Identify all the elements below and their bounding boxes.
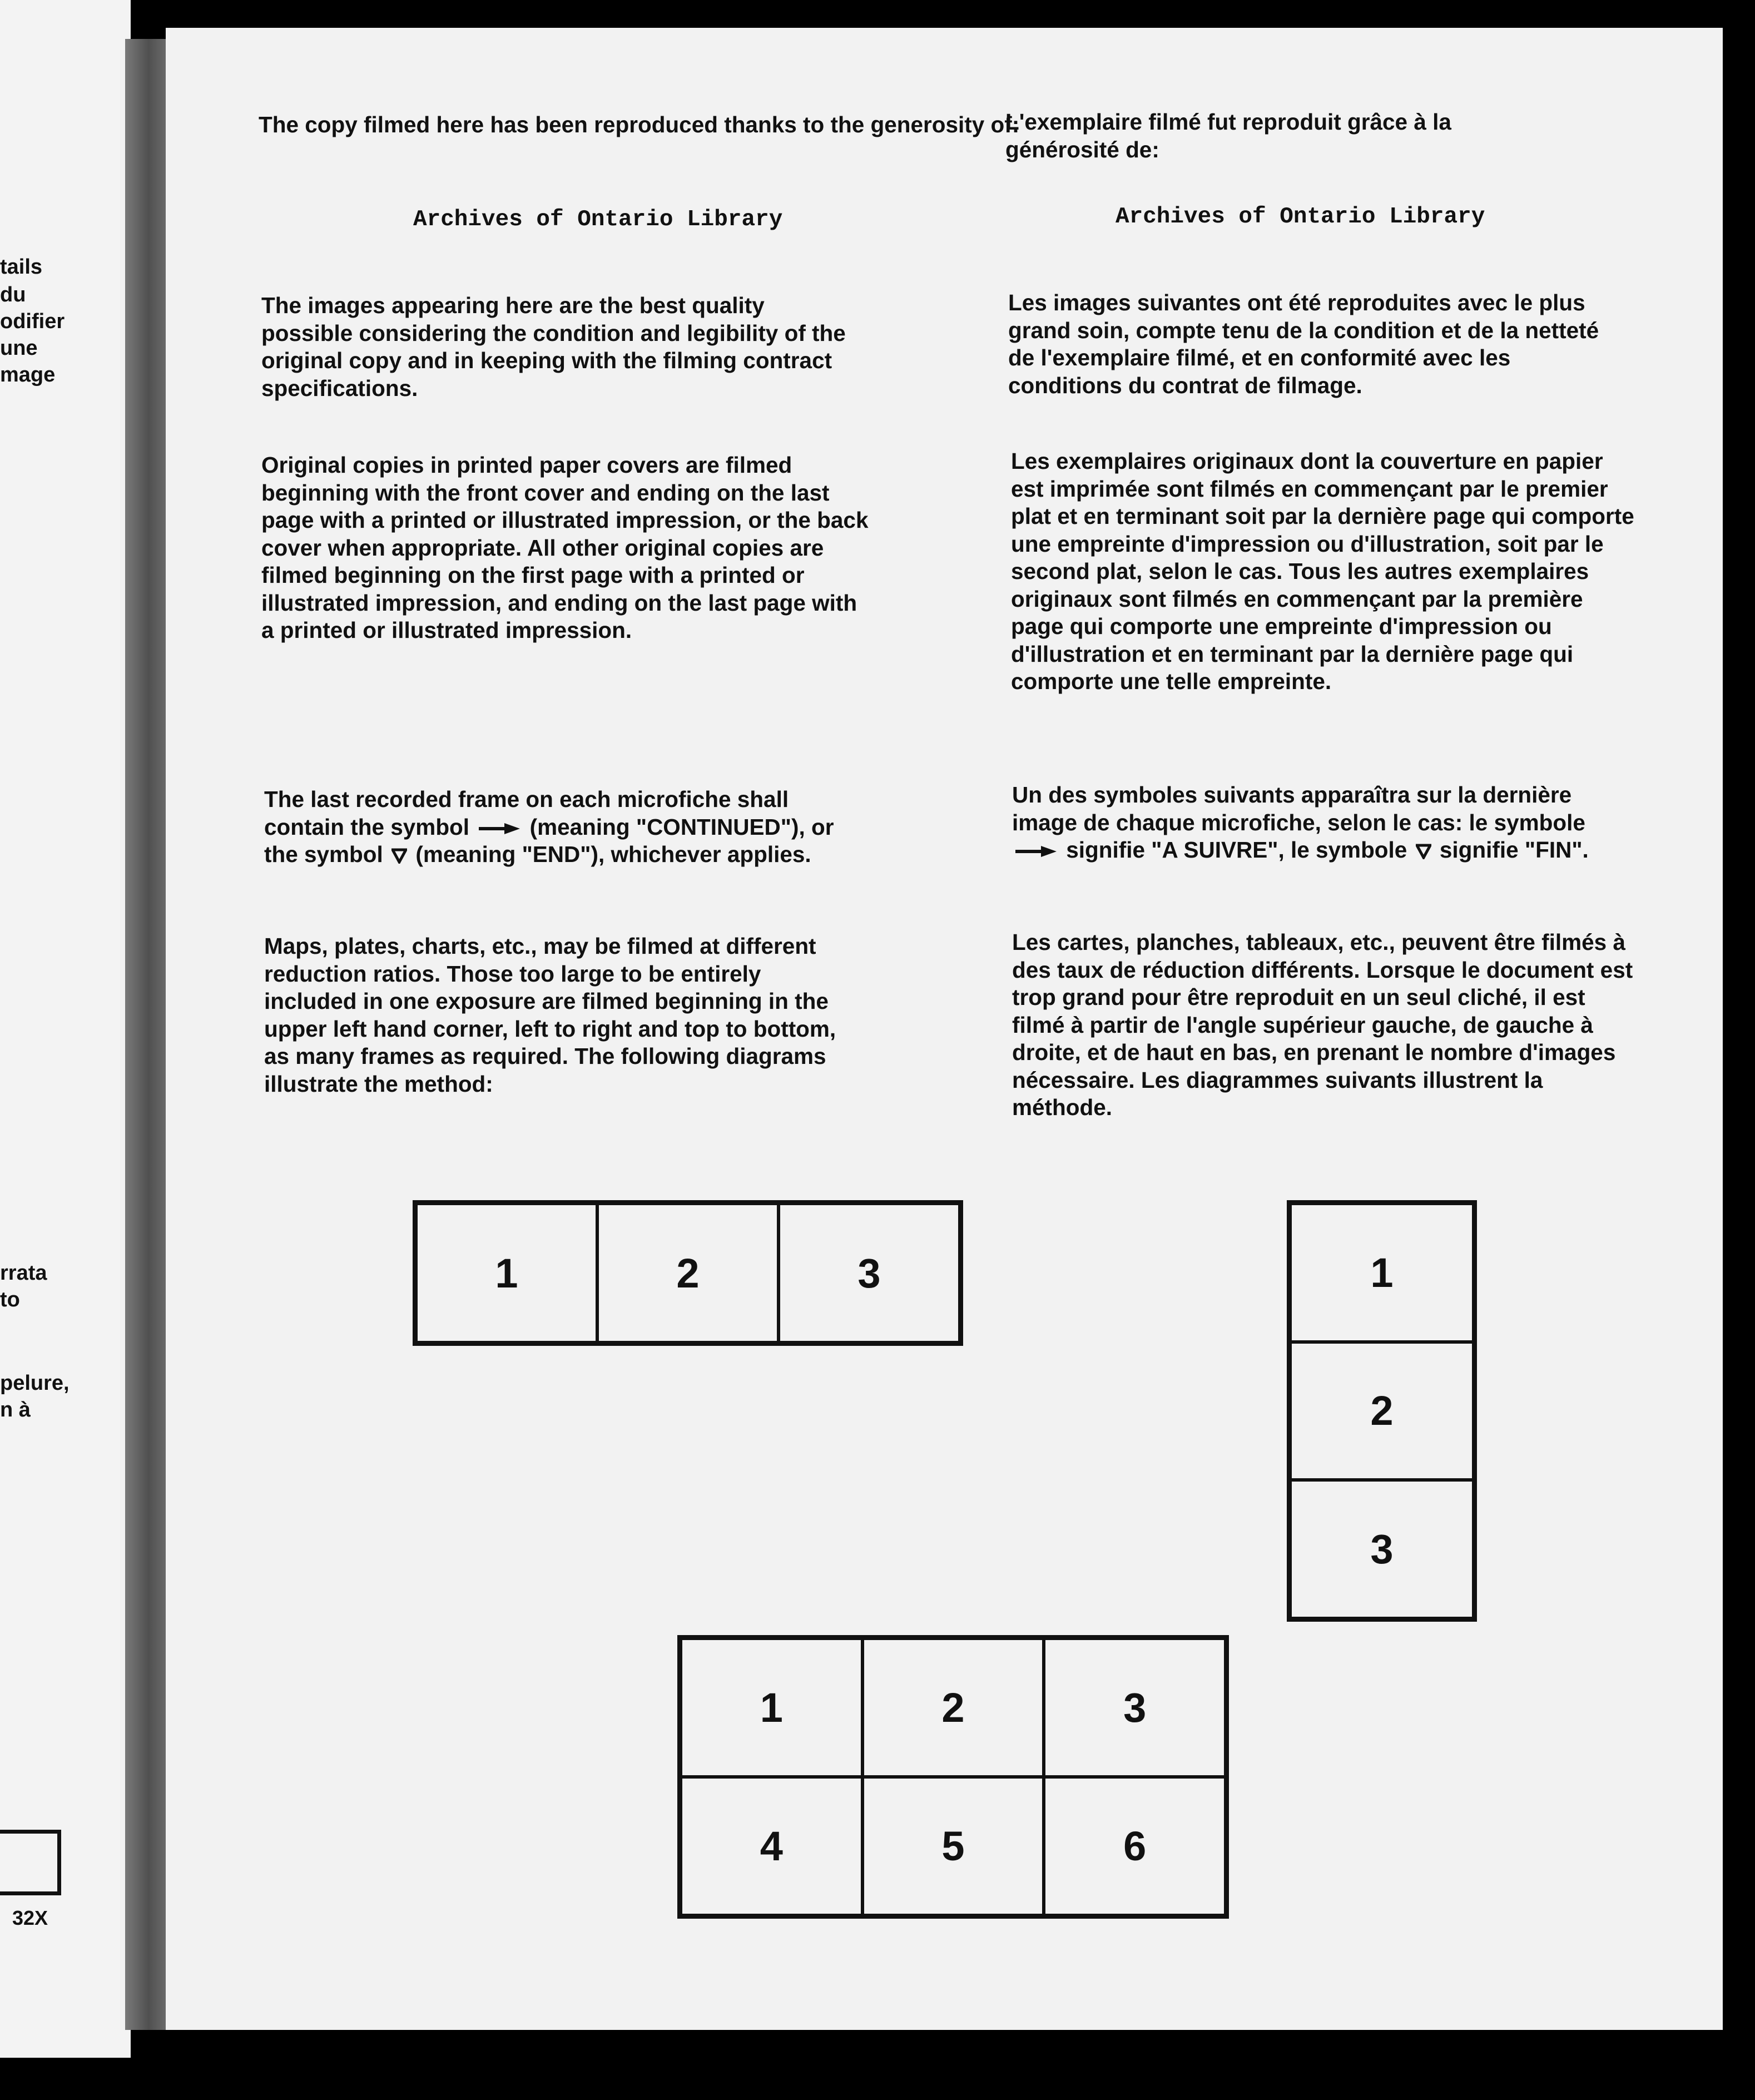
fragment-text: to xyxy=(0,1288,20,1311)
french-covers-paragraph xyxy=(1011,448,1639,696)
fragment-text: n à xyxy=(0,1398,31,1422)
resolution-target-box xyxy=(0,1830,61,1895)
frame-cell: 3 xyxy=(1044,1638,1226,1777)
frame-cell: 1 xyxy=(416,1203,597,1343)
previous-page-fragment xyxy=(0,0,131,2058)
frame-cell: 2 xyxy=(862,1638,1044,1777)
filming-notice-page xyxy=(166,28,1723,2030)
frame-cell: 3 xyxy=(1290,1480,1474,1618)
continued-arrow-icon xyxy=(1015,846,1057,857)
end-triangle-icon xyxy=(391,848,407,864)
fragment-text: du xyxy=(0,283,26,306)
frame-cell: 1 xyxy=(681,1638,862,1777)
english-maps-paragraph xyxy=(264,933,854,1098)
resolution-target-label: 32X xyxy=(12,1906,48,1929)
english-symbols-paragraph xyxy=(264,786,848,869)
library-name-fr: Archives of Ontario Library xyxy=(1116,204,1485,230)
symbols-text-2: (meaning "CONTINUED"), or the symbol xyxy=(264,814,834,867)
diagram-grid xyxy=(677,1635,1229,1919)
intro-text: The copy filmed here has been reproduced thanks to the generosity of: xyxy=(259,112,1020,137)
paragraph-text: The images appearing here are the best quality possible considering the condition and legibility of the original copy and in keeping with the filming contract specifications. xyxy=(261,293,846,401)
diagram-horizontal xyxy=(413,1200,963,1346)
frame-cell: 5 xyxy=(862,1777,1044,1915)
english-intro xyxy=(259,111,1037,139)
paragraph-text: Les exemplaires originaux dont la couverture en papier est imprimée sont filmés en commençant par le premier plat et en terminant soit par la dernière page qui comporte une empreinte d'impression ou d'illustration, soit par le second plat, selon le cas. Tous les autres exemplaires originaux sont filmés en commençant par la première page qui comporte une empreinte d'impression ou d'illustration et en terminant par la dernière page qui comporte une telle empreinte. xyxy=(1011,448,1634,694)
frame-cell: 6 xyxy=(1044,1777,1226,1915)
fragment-text: pelure, xyxy=(0,1371,70,1395)
intro-text: L'exemplaire filmé fut reproduit grâce à la générosité de: xyxy=(1005,109,1451,162)
symbols-text-2: signifie "A SUIVRE", le symbole xyxy=(1066,837,1407,863)
fragment-text: rrata xyxy=(0,1261,47,1285)
english-covers-paragraph xyxy=(261,452,873,645)
frame-cell: 4 xyxy=(681,1777,862,1915)
french-intro xyxy=(1005,108,1561,164)
frame-cell: 1 xyxy=(1290,1203,1474,1342)
fragment-text: tails xyxy=(0,255,43,279)
paragraph-text: Les images suivantes ont été reproduites avec le plus grand soin, compte tenu de la condition et de la netteté de l'exemplaire filmé, et en conformité avec les conditions du contrat de filmage. xyxy=(1008,290,1599,398)
frame-cell: 2 xyxy=(1290,1342,1474,1480)
paragraph-text xyxy=(264,786,848,869)
paragraph-text: Les cartes, planches, tableaux, etc., peuvent être filmés à des taux de réduction différents. Lorsque le document est trop grand pour être reproduit en un seul cliché, il est filmé à partir de l'angle supérieur gauche, de gauche à droite, et de haut en bas, en prenant le nombre d'images nécessaire. Les diagrammes suivants illustrent la méthode. xyxy=(1012,929,1633,1120)
paragraph-text xyxy=(1012,781,1602,864)
symbols-text-1: The last recorded frame on each microfiche shall contain the symbol xyxy=(264,786,789,840)
french-symbols-paragraph xyxy=(1012,781,1602,864)
frame-cell: 3 xyxy=(779,1203,960,1343)
symbols-text-1: Un des symboles suivants apparaîtra sur la dernière image de chaque microfiche, selon le cas: le symbole xyxy=(1012,782,1585,835)
continued-arrow-icon xyxy=(479,823,520,834)
symbols-text-3: (meaning "END"), whichever applies. xyxy=(415,841,811,867)
library-name-en: Archives of Ontario Library xyxy=(413,207,783,232)
diagram-vertical xyxy=(1287,1200,1477,1622)
english-quality-paragraph xyxy=(261,292,851,402)
paragraph-text: Original copies in printed paper covers are filmed beginning with the front cover and ending on the last page with a printed or illustrated impression, or the back cover when appropriate. All other original copies are filmed beginning on the first page with a printed or illustrated impression, and ending on the last page with a printed or illustrated impression. xyxy=(261,452,869,643)
paragraph-text: Maps, plates, charts, etc., may be filmed at different reduction ratios. Those too large to be entirely included in one exposure are filmed beginning in the upper left hand corner, left to right and top to bottom, as many frames as required. The following diagrams illustrate the method: xyxy=(264,933,836,1097)
french-maps-paragraph xyxy=(1012,929,1640,1122)
end-triangle-icon xyxy=(1416,844,1431,859)
symbols-text-3: signifie "FIN". xyxy=(1439,837,1589,863)
fragment-text: une xyxy=(0,336,38,360)
fragment-text: mage xyxy=(0,363,56,387)
frame-cell: 2 xyxy=(597,1203,779,1343)
french-quality-paragraph xyxy=(1008,289,1603,399)
fragment-text: odifier xyxy=(0,310,65,333)
